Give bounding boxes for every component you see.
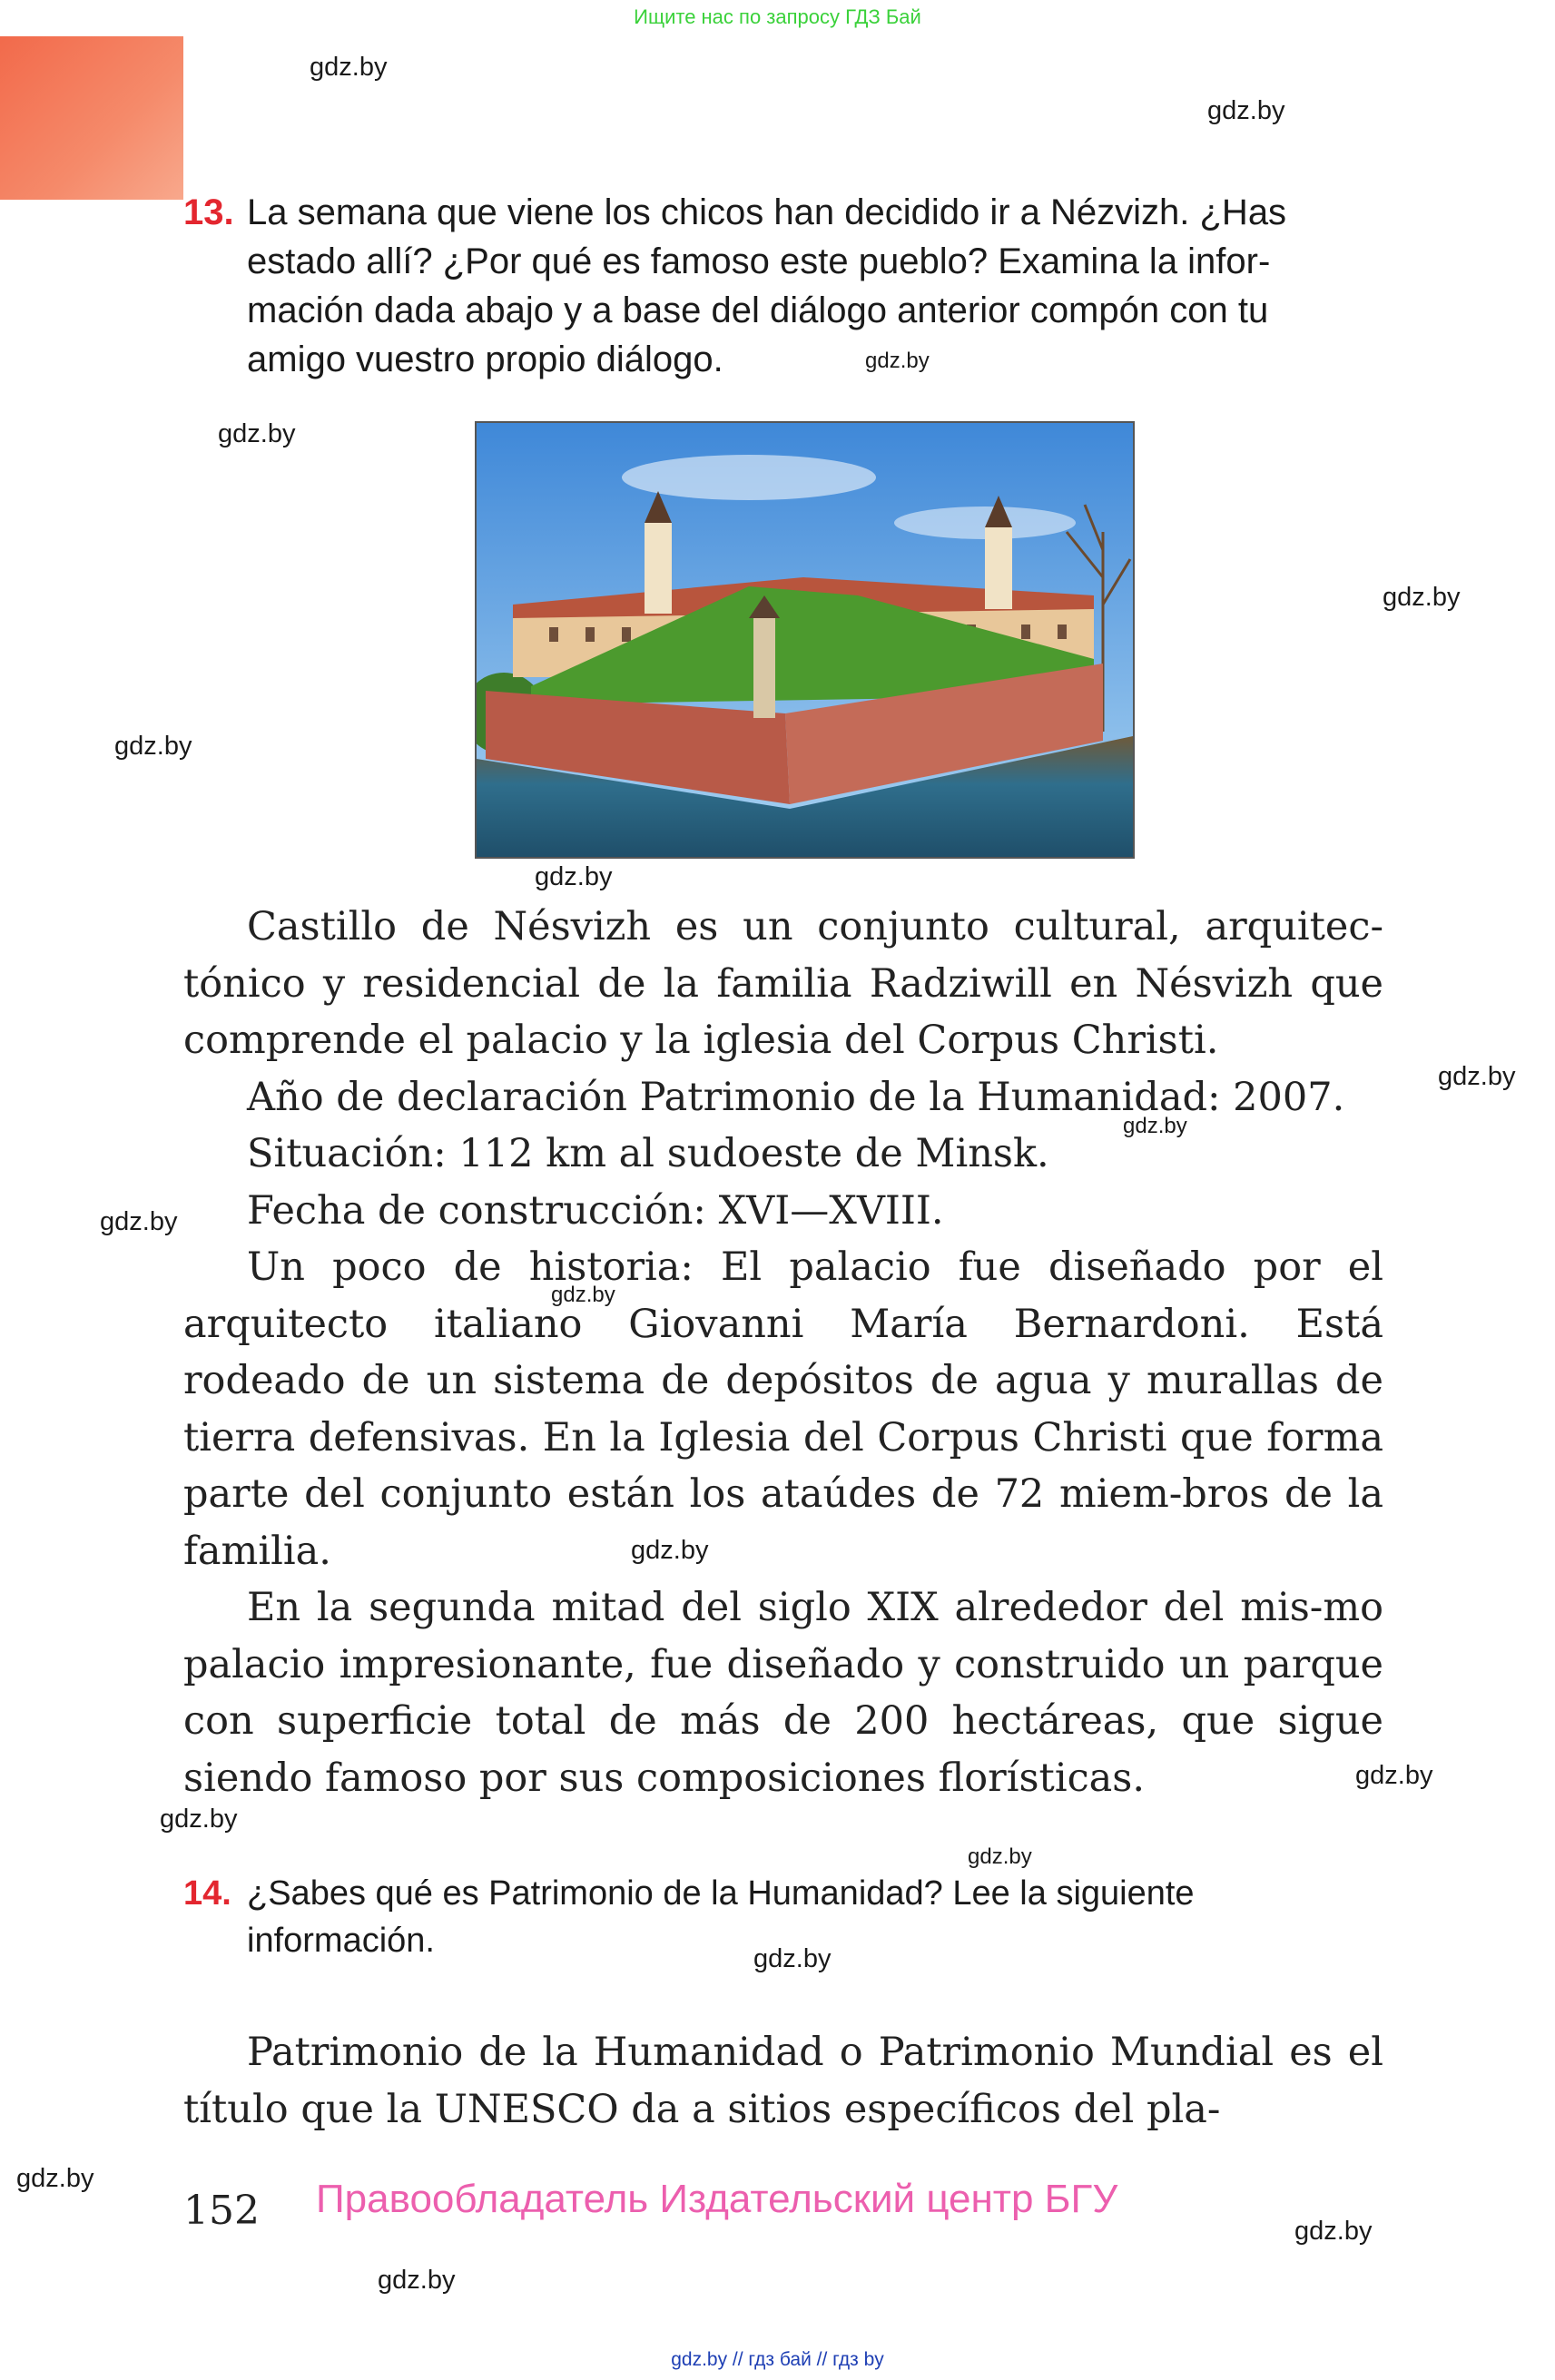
task-line: La semana que viene los chicos han decidido ir a Nézvizh. ¿Has bbox=[247, 192, 1287, 232]
task-number: 13. bbox=[183, 192, 234, 232]
heritage-description bbox=[183, 2024, 1383, 2138]
watermark: gdz.by bbox=[1383, 583, 1461, 612]
watermark: gdz.by bbox=[551, 1283, 615, 1307]
watermark: gdz.by bbox=[16, 2164, 94, 2193]
top-banner[interactable]: Ищите нас по запросу ГДЗ Бай bbox=[634, 5, 921, 28]
castle-intro: Castillo de Nésvizh es un conjunto cultural, arquitec-tónico y residencial de la familia Radziwill en Nésvizh que comprende el palacio y la iglesia del Corpus Christi. bbox=[183, 904, 1383, 1063]
task-line: estado allí? ¿Por qué es famoso este pueblo? Examina la infor- bbox=[247, 241, 1271, 281]
watermark: gdz.by bbox=[218, 419, 296, 448]
task-line: amigo vuestro propio diálogo. bbox=[247, 339, 723, 379]
watermark: gdz.by bbox=[100, 1207, 178, 1236]
castle-history: Un poco de historia: El palacio fue diseñado por el arquitecto italiano Giovanni María Bernardoni. Está rodeado de un sistema de depósitos de agua y murallas de tierra defensivas. En la Iglesia del Corpus Christi que forma parte del conjunto están los ataúdes de 72 miem-bros de la familia. bbox=[183, 1244, 1383, 1574]
castle-location: Situación: 112 km al sudoeste de Minsk. bbox=[247, 1131, 1049, 1176]
watermark: gdz.by bbox=[1207, 96, 1285, 125]
heritage-text: Patrimonio de la Humanidad o Patrimonio Mundial es el título que la UNESCO da a sitios específicos del pla- bbox=[183, 2030, 1383, 2132]
castle-park: En la segunda mitad del siglo XIX alrededor del mis-mo palacio impresionante, fue diseñado y construido un parque con superficie total de más de 200 hectáreas, que sigue siendo famoso por sus composiciones florísticas. bbox=[183, 1585, 1383, 1801]
castle-declaration: Año de declaración Patrimonio de la Humanidad: 2007. bbox=[247, 1074, 1345, 1120]
watermark: gdz.by bbox=[160, 1805, 238, 1834]
task-line: información. bbox=[247, 1922, 435, 1960]
copyright-notice: Правообладатель Издательский центр БГУ bbox=[316, 2177, 1118, 2221]
footer-links[interactable]: gdz.by // гдз бай // гдз by bbox=[671, 2349, 884, 2370]
castle-description bbox=[183, 899, 1383, 1806]
corner-decoration bbox=[0, 36, 183, 200]
page-number: 152 bbox=[183, 2188, 260, 2234]
watermark: gdz.by bbox=[753, 1944, 832, 1973]
task-line: mación dada abajo y a base del diálogo anterior compón con tu bbox=[247, 290, 1269, 330]
watermark: gdz.by bbox=[1355, 1761, 1433, 1790]
watermark: gdz.by bbox=[1438, 1062, 1516, 1091]
castle-illustration bbox=[477, 423, 1133, 857]
castle-photo bbox=[475, 421, 1135, 859]
watermark: gdz.by bbox=[1123, 1114, 1187, 1138]
watermark: gdz.by bbox=[631, 1536, 709, 1565]
task-line: ¿Sabes qué es Patrimonio de la Humanidad? Lee la siguiente bbox=[247, 1874, 1195, 1913]
watermark: gdz.by bbox=[535, 862, 613, 891]
watermark: gdz.by bbox=[114, 732, 192, 761]
watermark: gdz.by bbox=[378, 2266, 456, 2295]
task-number: 14. bbox=[183, 1874, 231, 1913]
watermark: gdz.by bbox=[310, 53, 388, 82]
watermark: gdz.by bbox=[968, 1844, 1032, 1869]
watermark: gdz.by bbox=[865, 349, 930, 373]
castle-date: Fecha de construcción: XVI—XVIII. bbox=[247, 1187, 944, 1234]
watermark: gdz.by bbox=[1294, 2217, 1373, 2246]
